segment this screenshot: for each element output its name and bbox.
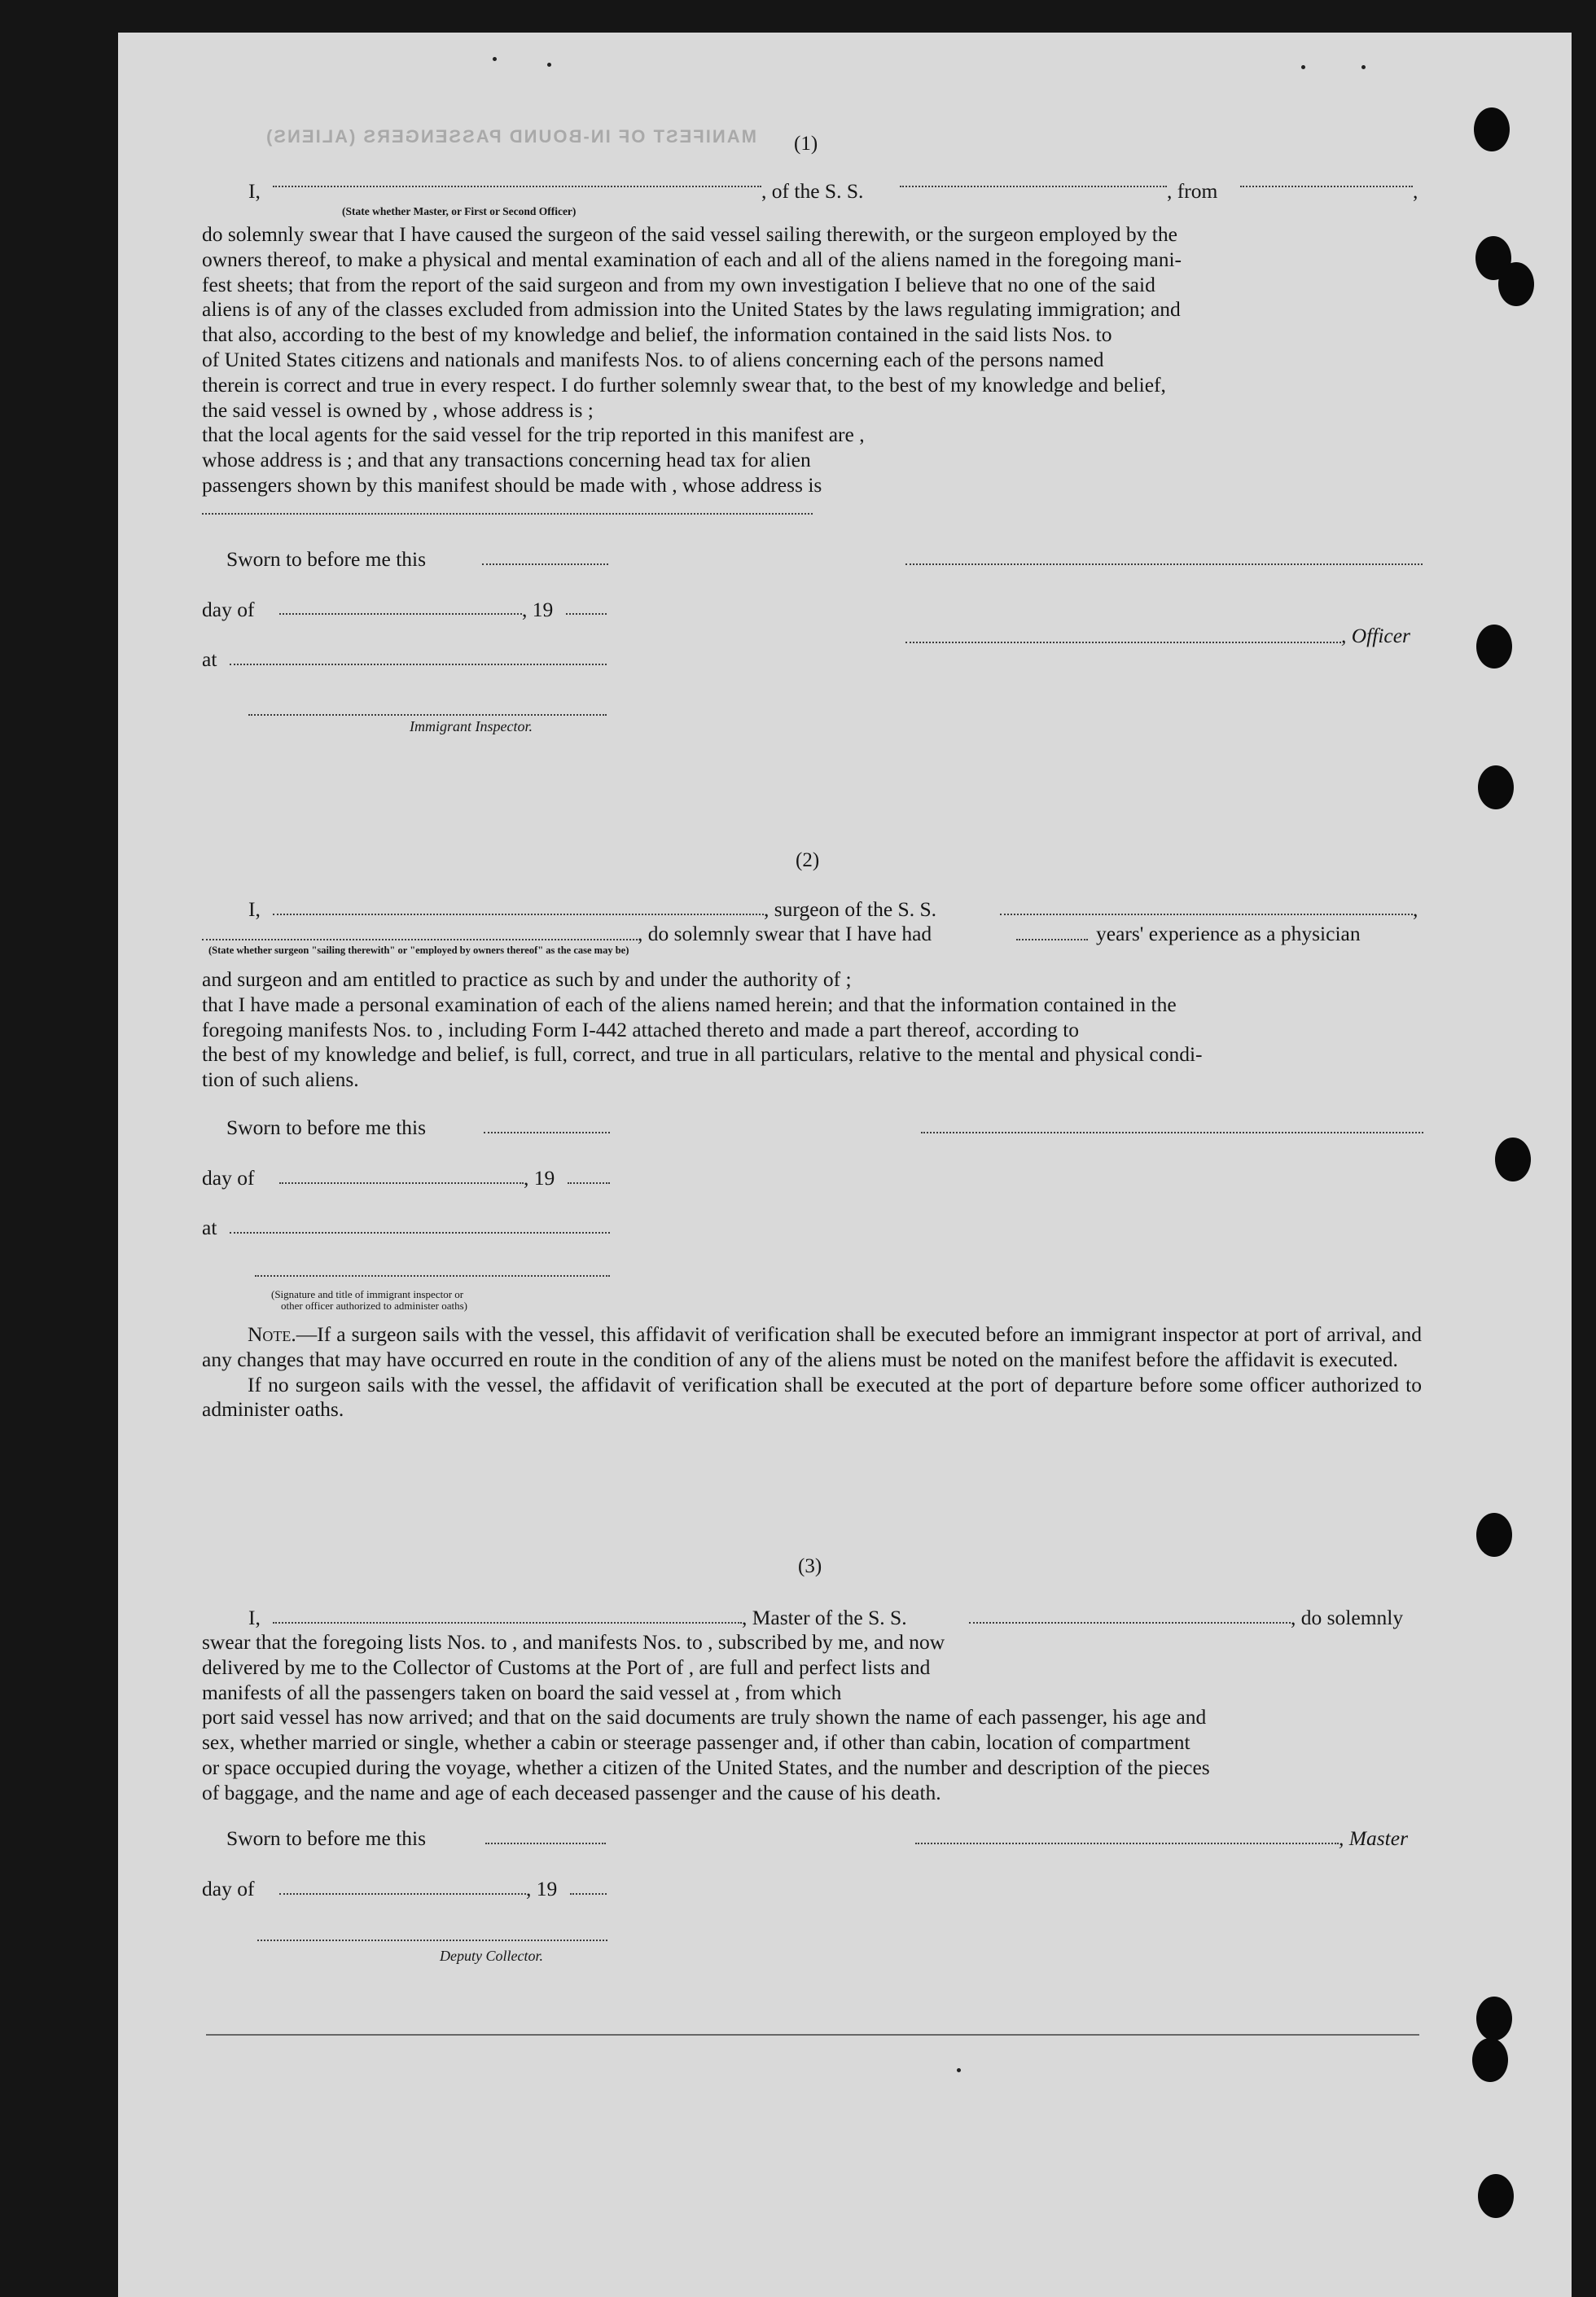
s1-name-blank [273, 186, 761, 187]
ink-speck [493, 57, 497, 61]
s2-line1-i: I, [248, 897, 261, 921]
s3-master-label: , Master [1339, 1826, 1408, 1850]
section-3-number: (3) [798, 1555, 822, 1577]
s1-line: therein is correct and true in every respect. I do further solemnly swear that, to the best of my knowledge and belief, [202, 372, 1166, 397]
s1-sworn-label: Sworn to before me this [226, 547, 427, 571]
s1-from-blank [1240, 186, 1413, 187]
punch-hole [1476, 625, 1512, 668]
ink-speck [1301, 65, 1305, 69]
s2-sworn-label: Sworn to before me this [226, 1116, 427, 1139]
s2-surgeon-note: (State whether surgeon "sailing therewith" or "employed by owners thereof" as the case may be) [208, 945, 629, 956]
s3-name-blank [273, 1622, 742, 1624]
s2-inspector-sig-blank [255, 1275, 610, 1277]
s2-year-label: , 19 [524, 1166, 555, 1190]
s2-line: and surgeon and am entitled to practice as such by and under the authority of ; [202, 967, 852, 991]
s2-years-blank [1016, 939, 1088, 940]
s1-sworn-blank [482, 563, 608, 565]
section-3-body [202, 1630, 1422, 1806]
s3-ship-blank [969, 1622, 1291, 1624]
s1-line: aliens is of any of the classes excluded from admission into the United States by the laws regulating immigration; and [202, 297, 1181, 322]
note-text: —If a surgeon sails with the vessel, this affidavit of verification shall be executed before an immigrant inspector at port of arrival, and any changes that may have occurred en route in the condition of any of the aliens must be noted on the manifest before the affidavit is executed. [202, 1322, 1422, 1371]
ink-speck [1361, 65, 1366, 69]
s2-swear-text: , do solemnly swear that I have had [638, 922, 932, 945]
s3-year-label: , 19 [526, 1877, 558, 1900]
s1-signature-blank [905, 563, 1423, 565]
s3-deputy-label: Deputy Collector. [440, 1948, 543, 1964]
s2-surgeon-type-blank [202, 939, 638, 940]
section-2-body [202, 967, 1422, 1093]
s1-line: that also, according to the best of my knowledge and belief, the information contained in the said lists Nos. to [202, 322, 1112, 347]
s1-line: owners thereof, to make a physical and mental examination of each and all of the aliens named in the foregoing mani- [202, 247, 1182, 271]
s1-line: that the local agents for the said vessel for the trip reported in this manifest are , [202, 423, 865, 447]
note-paragraph-2: If no surgeon sails with the vessel, the affidavit of verification shall be executed at the port of departure before some officer authorized to administer oaths. [202, 1372, 1422, 1422]
punch-hole [1474, 107, 1510, 151]
s1-line: fest sheets; that from the report of the said surgeon and from my own investigation I believe that no one of the said [202, 272, 1155, 296]
s3-sworn-label: Sworn to before me this [226, 1826, 427, 1850]
s1-line: the said vessel is owned by , whose address is ; [202, 397, 594, 422]
s1-line1-i: I, [248, 179, 261, 203]
s2-year-blank [568, 1182, 610, 1184]
s2-day-of-label: day of [202, 1166, 255, 1190]
s2-sig-note-1: (Signature and title of immigrant inspector or [271, 1288, 464, 1300]
s1-address-blank [202, 513, 813, 515]
punch-hole [1478, 765, 1514, 809]
s2-sig-note-2: other officer authorized to administer oaths) [281, 1300, 467, 1312]
s2-name-blank [273, 914, 764, 915]
s1-inspector-label: Immigrant Inspector. [410, 718, 533, 734]
ink-speck [957, 2068, 961, 2072]
s1-year-label: , 19 [522, 598, 554, 621]
s2-line: foregoing manifests Nos. to , including Form I-442 attached thereto and made a part thereof, according to [202, 1017, 1080, 1041]
s3-sworn-blank [485, 1843, 606, 1844]
s1-day-blank [279, 613, 522, 615]
s2-signature-blank [921, 1132, 1423, 1133]
s3-line: of baggage, and the name and age of each deceased passenger and the cause of his death. [202, 1780, 941, 1804]
section-1-number: (1) [794, 133, 818, 155]
s3-swear-text: , do solemnly [1291, 1606, 1404, 1629]
bleed-through-heading: MANIFEST OF IN-BOUND PASSENGERS (ALIENS) [265, 126, 756, 147]
punch-hole [1476, 1997, 1512, 2041]
s2-ship-blank [1000, 914, 1413, 915]
s1-line: of United States citizens and nationals and manifests Nos. to of aliens concerning each of the persons named [202, 347, 1104, 371]
s2-line: the best of my knowledge and belief, is full, correct, and true in all particulars, relative to the mental and physical condi- [202, 1042, 1203, 1067]
s1-day-of-label: day of [202, 598, 255, 621]
s3-year-blank [570, 1893, 607, 1895]
ink-speck [547, 63, 551, 67]
s3-day-of-label: day of [202, 1877, 255, 1900]
s1-rank-note: (State whether Master, or First or Second Officer) [342, 205, 577, 217]
punch-hole [1472, 2038, 1508, 2082]
s3-deputy-sig-blank [257, 1940, 607, 1941]
s3-master-of: , Master of the S. S. [742, 1606, 907, 1629]
note-paragraph [202, 1322, 1422, 1373]
section-2-number: (2) [796, 849, 820, 871]
s1-ship-blank [900, 186, 1167, 187]
s1-officer-blank [905, 642, 1341, 643]
s1-line: passengers shown by this manifest should be made with , whose address is [202, 472, 822, 497]
s1-year-blank [566, 613, 607, 615]
s1-inspector-sig-blank [248, 714, 607, 716]
s3-line: swear that the foregoing lists Nos. to , and manifests Nos. to , subscribed by me, and now [202, 1630, 945, 1654]
punch-hole [1476, 1513, 1512, 1557]
s1-line: whose address is ; and that any transactions concerning head tax for alien [202, 448, 811, 472]
s1-line: do solemnly swear that I have caused the surgeon of the said vessel sailing therewith, or the surgeon employed by the [202, 222, 1177, 246]
s3-day-blank [279, 1893, 526, 1895]
punch-hole [1478, 2174, 1514, 2218]
s2-at-blank [230, 1232, 610, 1234]
s3-line: sex, whether married or single, whether a cabin or steerage passenger and, if other than cabin, location of compartment [202, 1730, 1190, 1755]
note-label: Note. [248, 1322, 296, 1346]
section-2-note [202, 1322, 1422, 1422]
bottom-rule [206, 2034, 1419, 2036]
s1-officer-label: , Officer [1341, 624, 1410, 647]
s2-day-blank [279, 1182, 524, 1184]
s2-line: tion of such aliens. [202, 1067, 359, 1092]
s3-master-sig-blank [915, 1843, 1339, 1844]
section-1-body [202, 222, 1422, 498]
s2-years-text: years' experience as a physician [1096, 922, 1361, 945]
s2-at-label: at [202, 1216, 217, 1239]
punch-hole [1498, 262, 1534, 306]
s3-line: port said vessel has now arrived; and that on the said documents are truly shown the name of each passenger, his age and [202, 1705, 1207, 1729]
s1-of-ss: , of the S. S. [761, 179, 864, 203]
s1-at-label: at [202, 647, 217, 671]
s1-from: , from [1167, 179, 1218, 203]
s3-line1-i: I, [248, 1606, 261, 1629]
s2-line: that I have made a personal examination of each of the aliens named herein; and that the information contained in the [202, 992, 1177, 1016]
s3-line: delivered by me to the Collector of Customs at the Port of , are full and perfect lists and [202, 1655, 931, 1679]
s1-at-blank [230, 664, 607, 665]
s2-sworn-blank [484, 1132, 610, 1133]
s1-end-comma: , [1413, 179, 1418, 203]
s2-end-comma: , [1413, 897, 1418, 921]
punch-hole [1495, 1138, 1531, 1181]
s3-line: or space occupied during the voyage, whether a citizen of the United States, and the number and description of the pieces [202, 1755, 1210, 1779]
s3-line: manifests of all the passengers taken on board the said vessel at , from which [202, 1680, 842, 1704]
s2-surgeon-of: , surgeon of the S. S. [764, 897, 937, 921]
